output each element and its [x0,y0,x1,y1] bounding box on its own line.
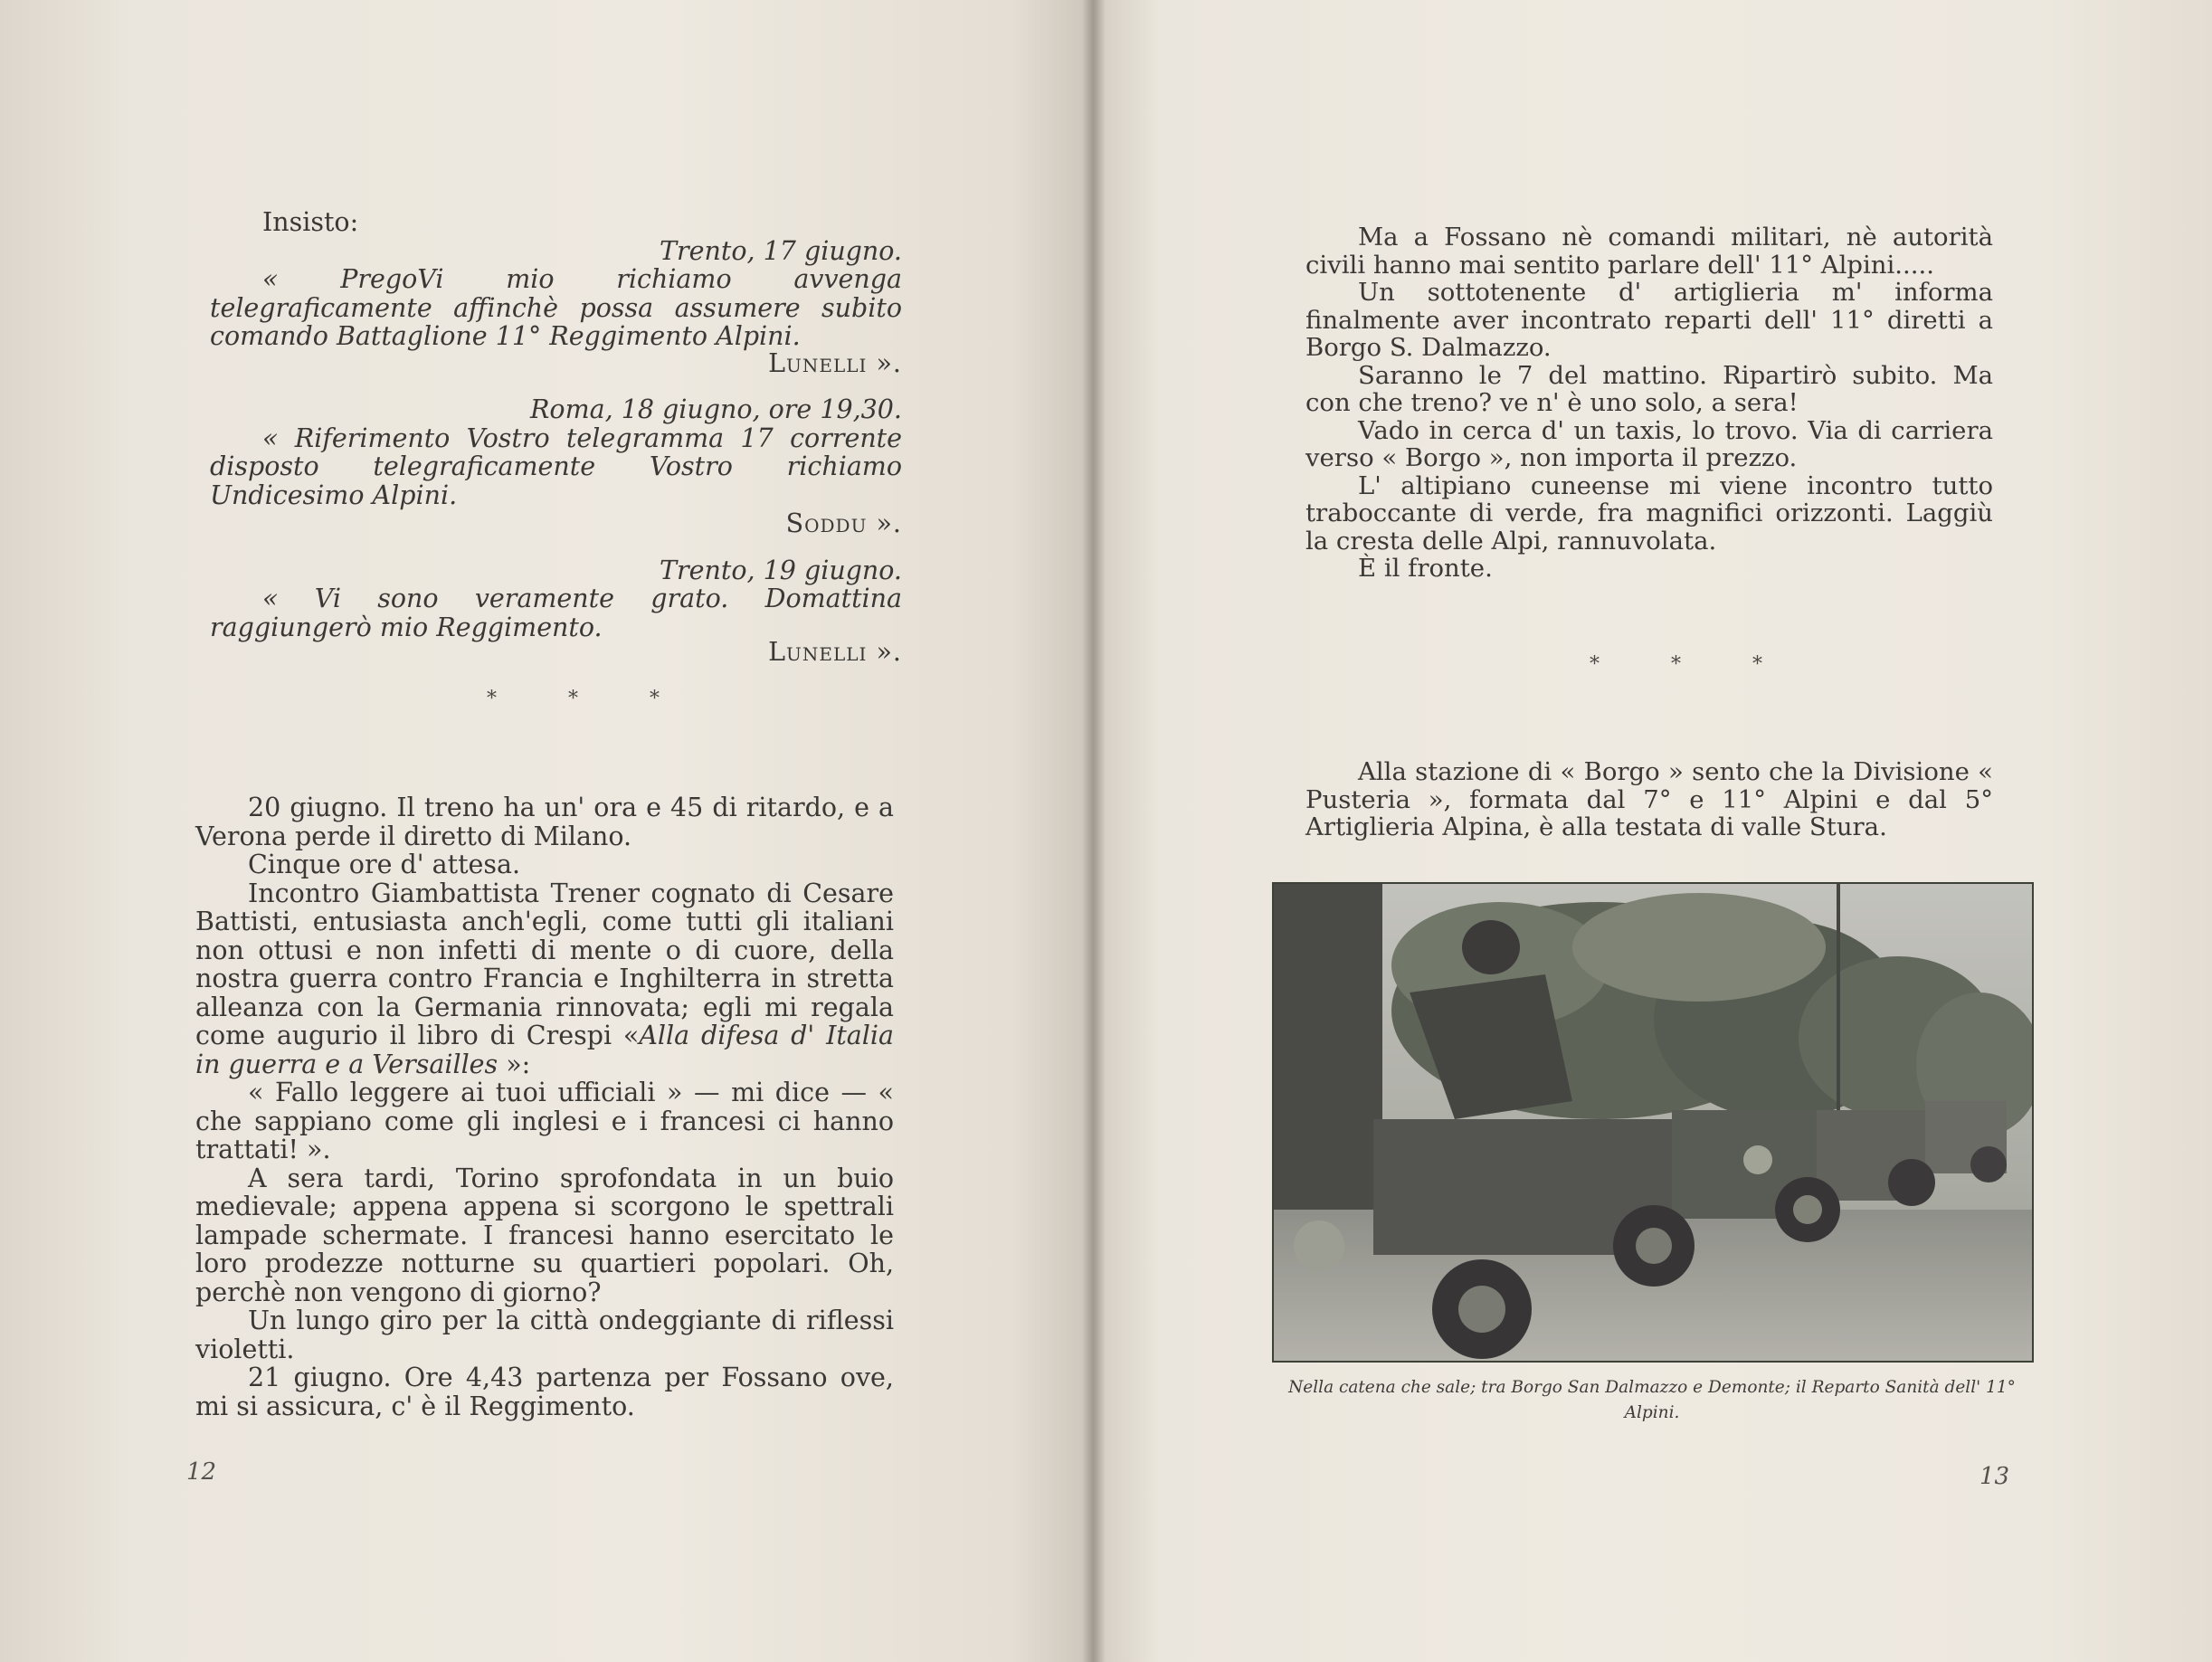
photo-caption: Nella catena che sale; tra Borgo San Dalmazzo e Demonte; il Reparto Sanità dell' 11° Alpini. [1288,1378,2016,1422]
photograph-truck-convoy [1272,882,2034,1363]
paragraph-sottotenente: Un sottotenente d' artiglieria m' informa finalmente aver incontrato reparti dell' 11° diretti a Borgo S. Dalmazzo. [1305,278,1993,362]
book-title: Alla difesa d' Italia in guerra e a Versailles [195,1021,894,1079]
separator-stars-left: * * * [487,688,692,710]
separator-stars-right: * * * [1590,653,1795,676]
telegram2-signature: Soddu ». [785,508,902,538]
paragraph-giro: Un lungo giro per la città ondeggiante di riflessi violetti. [195,1306,894,1364]
telegram1-signature: Lunelli ». [768,347,902,378]
paragraph-fronte: È il fronte. [1358,554,1493,583]
telegram1-text: « PregoVi mio richiamo avvenga telegraficamente affinchè possa assumere subito comando Battaglione 11° Reggimento Alpini. [210,264,902,351]
paragraph-trener-end: »: [506,1049,531,1079]
telegram2-dateline: Roma, 18 giugno, ore 19,30. [529,394,902,424]
truck-convoy-image [1274,884,2032,1361]
paragraph-altipiano: L' altipiano cuneense mi viene incontro tutto traboccante di verde, fra magnifici orizzonti. Laggiù la cresta delle Alpi, rannuvolata. [1305,470,1993,556]
telegram3-dateline: Trento, 19 giugno. [660,555,902,585]
book-gutter [1082,0,1106,1662]
paragraph-fossano: Ma a Fossano nè comandi militari, nè autorità civili hanno mai sentito parlare dell' 11° Alpini..... [1305,223,1993,280]
intro-text: Insisto: [262,207,359,237]
page-number-right: 13 [1979,1463,2010,1490]
paragraph-21-giugno: 21 giugno. Ore 4,43 partenza per Fossano ove, mi si assicura, c' è il Reggimento. [195,1363,894,1421]
paragraph-block-borgo [1305,758,1993,841]
narrative-block-left [195,793,894,1420]
telegram1-dateline: Trento, 17 giugno. [660,235,902,266]
paragraph-trener-text: Incontro Giambattista Trener cognato di Cesare Battisti, entusiasta anch'egli, come tutti gli italiani non ottusi e non infetti di mente o di cuore, della nostra guerra contro Francia e Inghilterra in stretta alleanza con la Germania rinnovata; egli mi regala come augurio il libro di Crespi « [195,878,894,1050]
paragraph-borgo: Alla stazione di « Borgo » sento che la Divisione « Pusteria », formata dal 7° e 11° Alpini e dal 5° Artiglieria Alpina, è alla testata di valle Stura. [1305,757,1993,841]
paragraph-attesa: Cinque ore d' attesa. [248,850,521,879]
page-number-left: 12 [186,1458,217,1486]
paragraph-torino: A sera tardi, Torino sprofondata in un buio medievale; appena appena si scorgono le spettrali lampade schermate. I francesi hanno esercitato le loro prodezze notturne su quartieri popolari. Oh, perchè non vengono di giorno? [195,1163,894,1307]
paragraph-treno: Saranno le 7 del mattino. Ripartirò subito. Ma con che treno? ve n' è uno solo, a sera! [1305,360,1993,417]
paragraph-trener [195,879,894,1079]
telegram2-text: « Riferimento Vostro telegramma 17 corrente disposto telegraficamente Vostro richiamo Undicesimo Alpini. [210,423,902,510]
paragraph-20-giugno: 20 giugno. Il treno ha un' ora e 45 di ritardo, e a Verona perde il diretto di Milano. [195,793,894,851]
narrative-block-right [1305,223,1993,583]
paragraph-taxis: Vado in cerca d' un taxis, lo trovo. Via di carriera verso « Borgo », non importa il prezzo. [1305,415,1993,472]
telegrams-block [210,208,902,667]
paragraph-quote: « Fallo leggere ai tuoi ufficiali » — mi dice — « che sappiano come gli inglesi e i francesi ci hanno trattati! ». [195,1078,894,1164]
telegram3-text: « Vi sono veramente grato. Domattina raggiungerò mio Reggimento. [210,584,902,642]
left-page [0,0,1099,1662]
telegram3-signature: Lunelli ». [768,637,902,667]
